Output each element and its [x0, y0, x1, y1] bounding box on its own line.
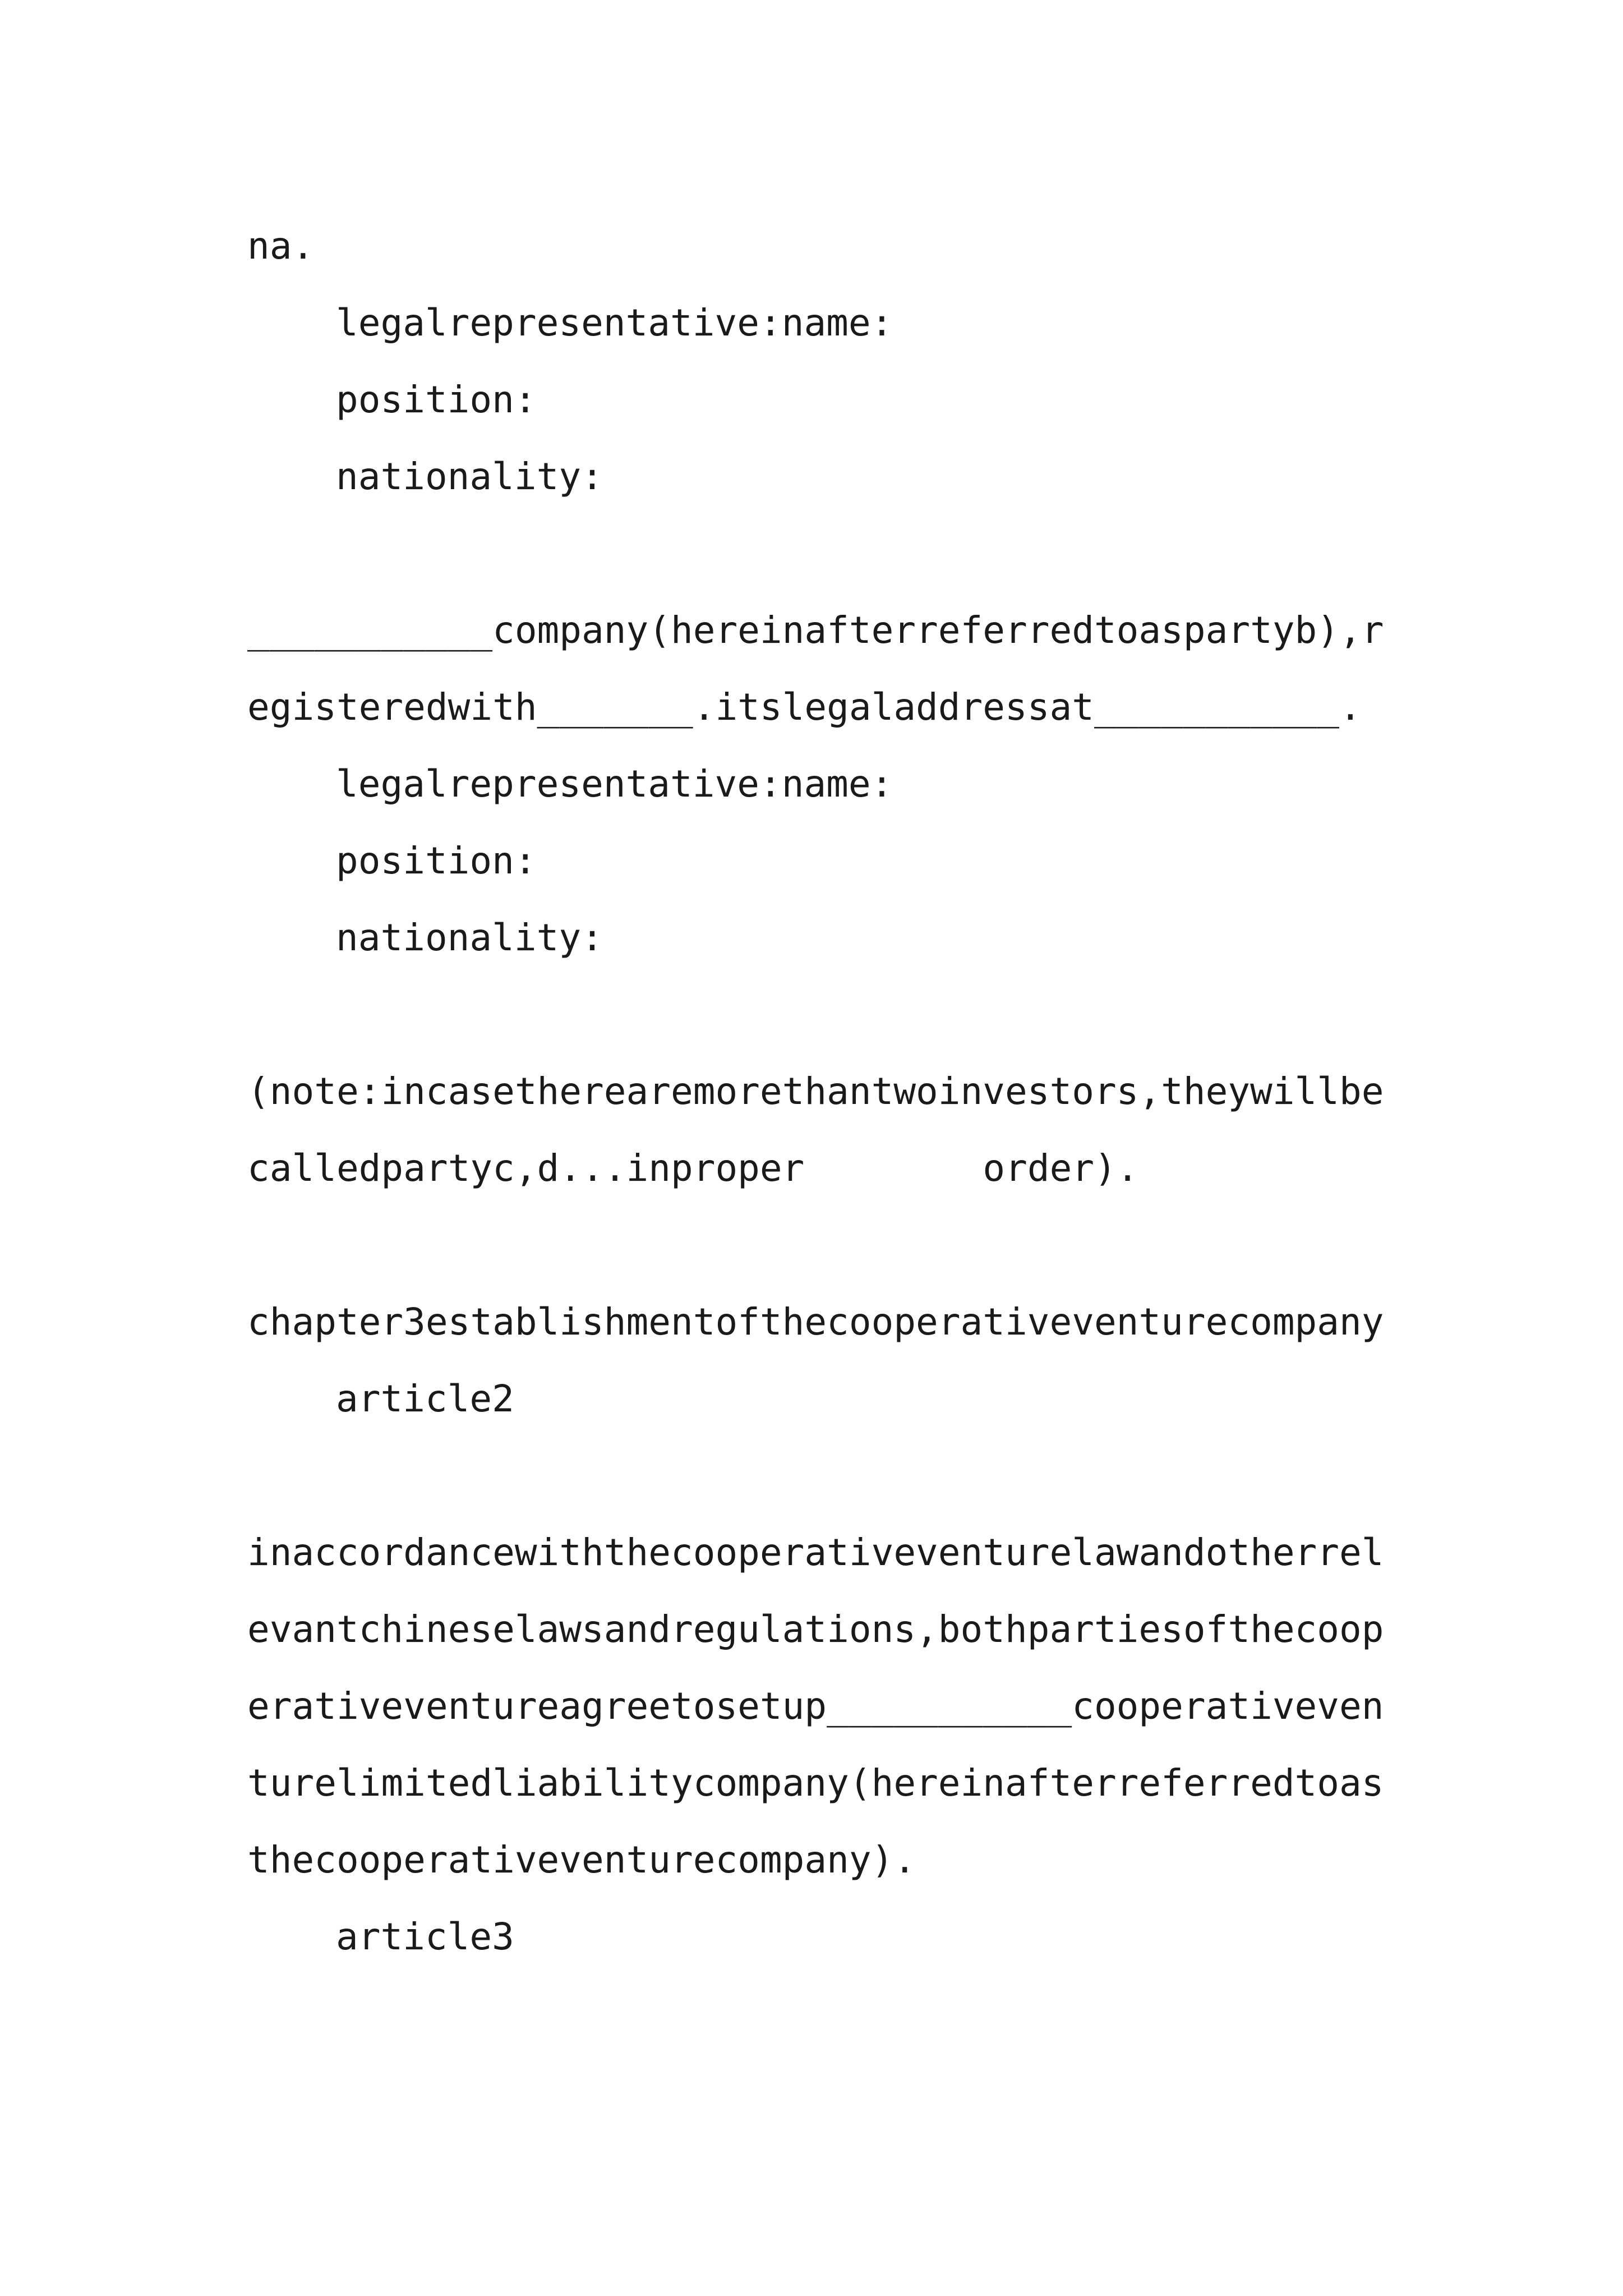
text-segment: calledpartyc,d...inproper	[247, 1147, 805, 1190]
text-line: (note:incasetherearemorethantwoinvestors,theywillbe	[247, 1070, 1384, 1113]
text-line: legalrepresentative:name:	[336, 301, 893, 344]
text-line: nationality:	[336, 916, 603, 959]
text-line: turelimitedliabilitycompany(hereinafterreferredtoas	[247, 1761, 1384, 1805]
article-heading: article3	[336, 1915, 514, 1958]
chapter-heading: chapter3establishmentofthecooperativeventurecompany	[247, 1300, 1384, 1343]
text-line: egisteredwith_______.itslegaladdressat___________.	[247, 685, 1362, 729]
text-line: thecooperativeventurecompany).	[247, 1838, 916, 1881]
text-line: legalrepresentative:name:	[336, 762, 893, 806]
article-heading: article2	[336, 1377, 514, 1420]
text-line	[247, 1130, 1380, 1207]
text-line: erativeventureagreetosetup___________cooperativeven	[247, 1685, 1384, 1728]
text-line: inaccordancewiththecooperativeventurelawandotherrel	[247, 1531, 1384, 1574]
text-line: nationality:	[336, 455, 603, 498]
text-line: position:	[336, 378, 537, 421]
text-line: na.	[247, 224, 315, 268]
text-segment: order).	[983, 1147, 1139, 1190]
text-line: ___________company(hereinafterreferredtoaspartyb),r	[247, 609, 1384, 652]
text-line: evantchineselawsandregulations,bothpartiesofthecoop	[247, 1608, 1384, 1651]
text-line: position:	[336, 839, 537, 882]
